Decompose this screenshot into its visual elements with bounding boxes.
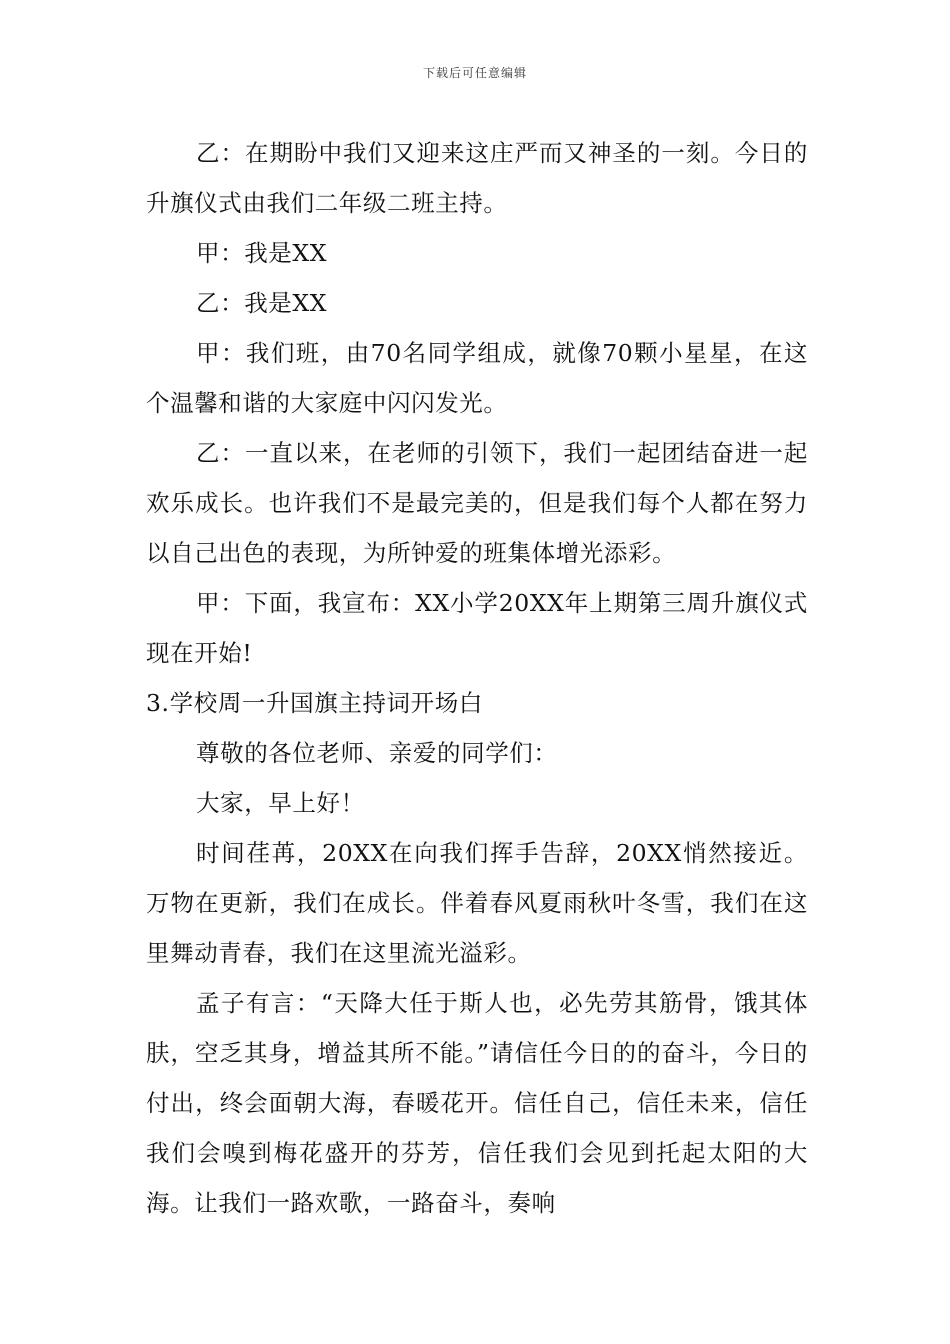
- paragraph-yi-growth: 乙：一直以来，在老师的引领下，我们一起团结奋进一起欢乐成长。也许我们不是最完美的，但是我们每个人都在努力以自己出色的表现，为所钟爱的班集体增光添彩。: [146, 439, 808, 567]
- paragraph-good-morning: 大家，早上好！: [196, 789, 365, 817]
- paragraph-greeting: 尊敬的各位老师、亲爱的同学们：: [196, 739, 558, 767]
- paragraph-jia-class: 甲：我们班，由70名同学组成，就像70颗小星星，在这个温馨和谐的大家庭中闪闪发光。: [146, 339, 808, 417]
- section-heading: 3.学校周一升国旗主持词开场白: [146, 689, 483, 717]
- paragraph-time: 时间荏苒，20XX在向我们挥手告辞，20XX悄然接近。万物在更新，我们在成长。伴着春风夏雨秋叶冬雪，我们在这里舞动青春，我们在这里流光溢彩。: [146, 839, 808, 967]
- paragraph-mencius: 孟子有言：“天降大任于斯人也，必先劳其筋骨，饿其体肤，空乏其身，增益其所不能。”请信任今日的的奋斗，今日的付出，终会面朝大海，春暖花开。信任自己，信任未来，信任我们会嗅到梅花盛开的芬芳，信任我们会见到托起太阳的大海。让我们一路欢歌，一路奋斗，奏响: [146, 989, 808, 1217]
- paragraph-yi-opening: 乙：在期盼中我们又迎来这庄严而又神圣的一刻。今日的升旗仪式由我们二年级二班主持。: [146, 139, 808, 217]
- document-body: [146, 128, 808, 1228]
- download-note: 下载后可任意编辑: [422, 66, 527, 80]
- paragraph-jia-announce: 甲：下面，我宣布：XX小学20XX年上期第三周升旗仪式现在开始!: [146, 589, 808, 667]
- paragraph-yi-name: 乙：我是XX: [196, 289, 328, 317]
- paragraph-jia-name: 甲：我是XX: [196, 239, 328, 267]
